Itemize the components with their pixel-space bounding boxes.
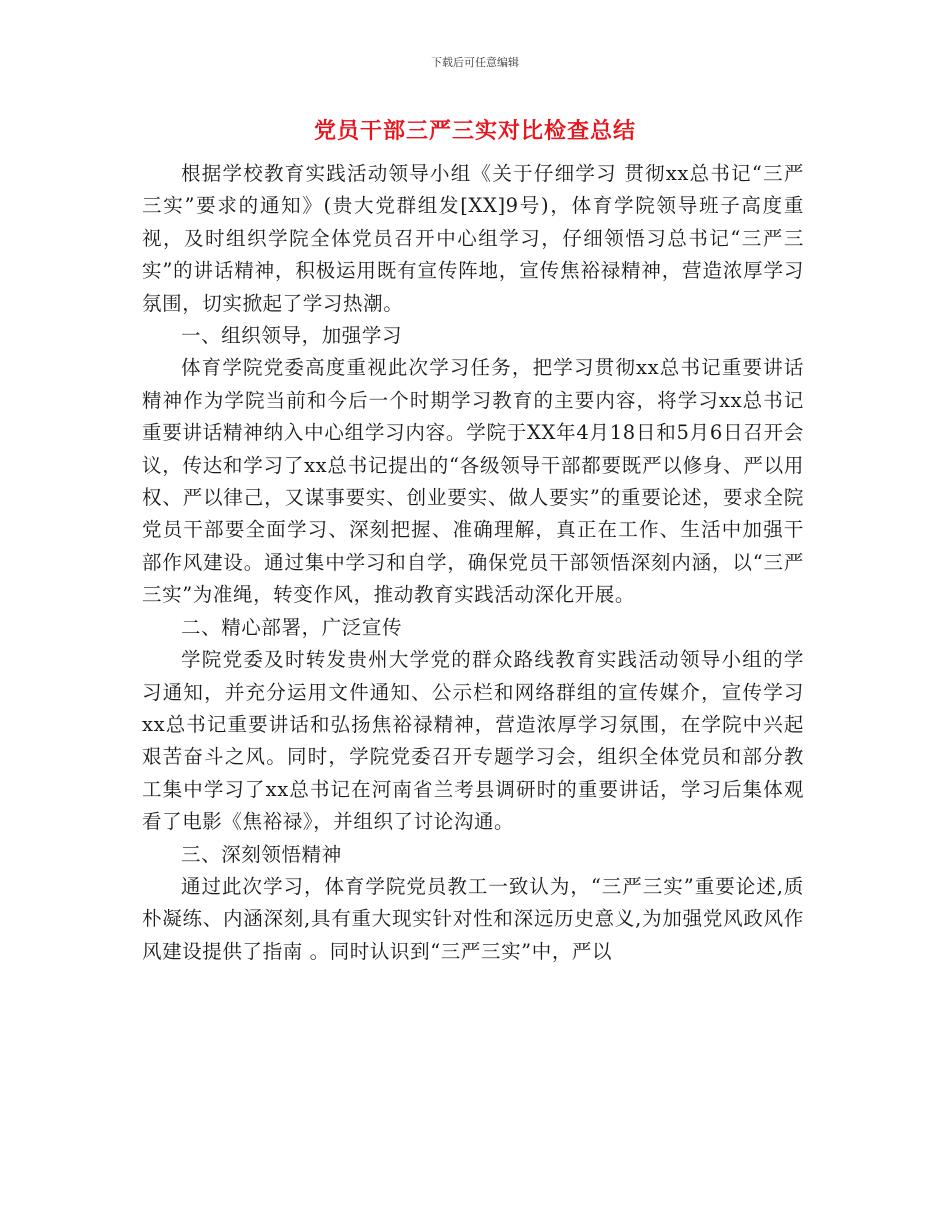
section-heading-3: 三、深刻领悟精神 (181, 842, 342, 866)
header-note: 下载后可任意编辑 (431, 56, 519, 69)
section-heading-2: 二、精心部署，广泛宣传 (181, 615, 403, 639)
section-heading-1: 一、组织领导，加强学习 (181, 324, 403, 348)
paragraph-section-3: 通过此次学习，体育学院党员教工一致认为，“三严三实”重要论述,质朴凝练、内涵深刻,具有重大现实针对性和深远历史意义,为加强党风政风作风建设提供了指南 。同时认识到“三严三实”中，严以 (142, 874, 804, 963)
paragraph-section-2: 学院党委及时转发贵州大学党的群众路线教育实践活动领导小组的学习通知，并充分运用文件通知、公示栏和网络群组的宣传媒介，宣传学习xx总书记重要讲话和弘扬焦裕禄精神，营造浓厚学习氛围，在学院中兴起艰苦奋斗之风。同时，学院党委召开专题学习会，组织全体党员和部分教工集中学习了xx总书记在河南省兰考县调研时的重要讲话，学习后集体观看了电影《焦裕禄》，并组织了讨论沟通。 (142, 648, 804, 834)
paragraph-section-1: 体育学院党委高度重视此次学习任务，把学习贯彻xx总书记重要讲话精神作为学院当前和今后一个时期学习教育的主要内容，将学习xx总书记重要讲话精神纳入中心组学习内容。学院于XX年4月18日和5月6日召开会议，传达和学习了xx总书记提出的“各级领导干部都要既严以修身、严以用权、严以律己，又谋事要实、创业要实、做人要实”的重要论述，要求全院党员干部要全面学习、深刻把握、准确理解，真正在工作、生活中加强干部作风建设。通过集中学习和自学，确保党员干部领悟深刻内涵，以“三严三实”为准绳，转变作风，推动教育实践活动深化开展。 (142, 356, 804, 607)
document-title: 党员干部三严三实对比检查总结 (313, 119, 636, 144)
paragraph-intro: 根据学校教育实践活动领导小组《关于仔细学习 贯彻xx总书记“三严三实”要求的通知》(贵大党群组发[XX]9号)，体育学院领导班子高度重视，及时组织学院全体党员召开中心组学习，仔细领悟习总书记“三严三实”的讲话精神，积极运用既有宣传阵地，宣传焦裕禄精神，营造浓厚学习氛围，切实掀起了学习热潮。 (142, 162, 804, 315)
document-body (142, 158, 804, 968)
